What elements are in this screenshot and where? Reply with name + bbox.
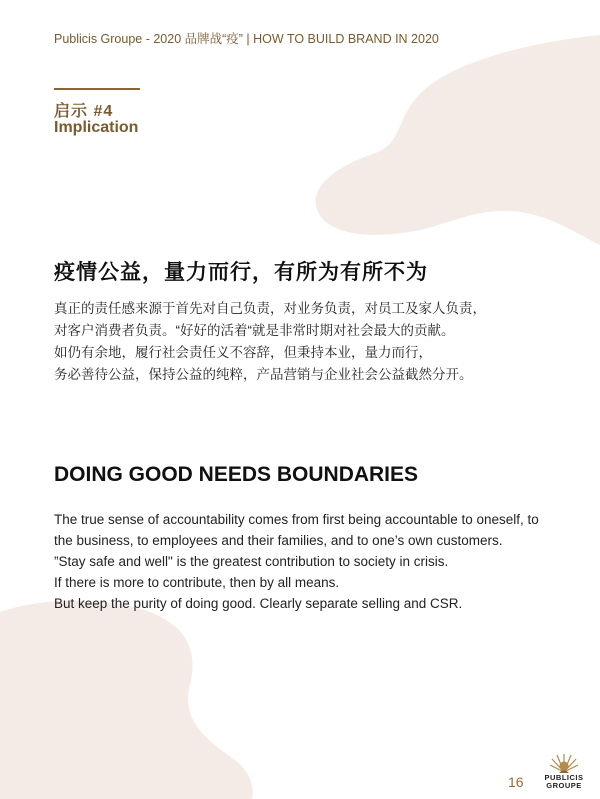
body-line: 务必善待公益，保持公益的纯粹，产品营销与企业社会公益截然分开。	[54, 367, 473, 382]
logo-text-line2: GROUPE	[546, 781, 582, 790]
lion-icon	[549, 748, 579, 774]
body-line: 对客户消费者负责。“好好的活着“就是非常时期对社会最大的贡献。	[54, 323, 455, 338]
section-body-en	[54, 509, 544, 614]
publicis-logo	[538, 748, 590, 794]
body-paragraph: If there is more to contribute, then by all means.	[54, 575, 340, 590]
page-header: Publicis Groupe - 2020 品牌战“疫” | HOW TO BUILD BRAND IN 2020	[54, 32, 439, 46]
body-paragraph: But keep the purity of doing good. Clearly separate selling and CSR.	[54, 596, 463, 611]
body-line: 真正的责任感来源于首先对自己负责，对业务负责，对员工及家人负责，	[54, 301, 486, 316]
section-title-en: DOING GOOD NEEDS BOUNDARIES	[54, 463, 419, 486]
implication-label-cn: 启示 #4	[54, 103, 114, 120]
section-title-cn: 疫情公益，量力而行，有所为有所不为	[54, 261, 428, 284]
body-paragraph: The true sense of accountability comes from first being accountable to oneself, to the business, to employees and their families, and to one’s own customers.	[54, 512, 539, 548]
body-paragraph: ”Stay safe and well" is the greatest contribution to society in crisis.	[54, 554, 449, 569]
logo-text-line1: PUBLICIS	[544, 773, 584, 782]
page-number: 16	[508, 774, 524, 790]
accent-rule	[54, 88, 140, 90]
implication-label-en: Implication	[54, 119, 139, 136]
body-line: 如仍有余地，履行社会责任义不容辞，但秉持本业，量力而行，	[54, 345, 432, 360]
section-body-cn	[54, 298, 554, 386]
